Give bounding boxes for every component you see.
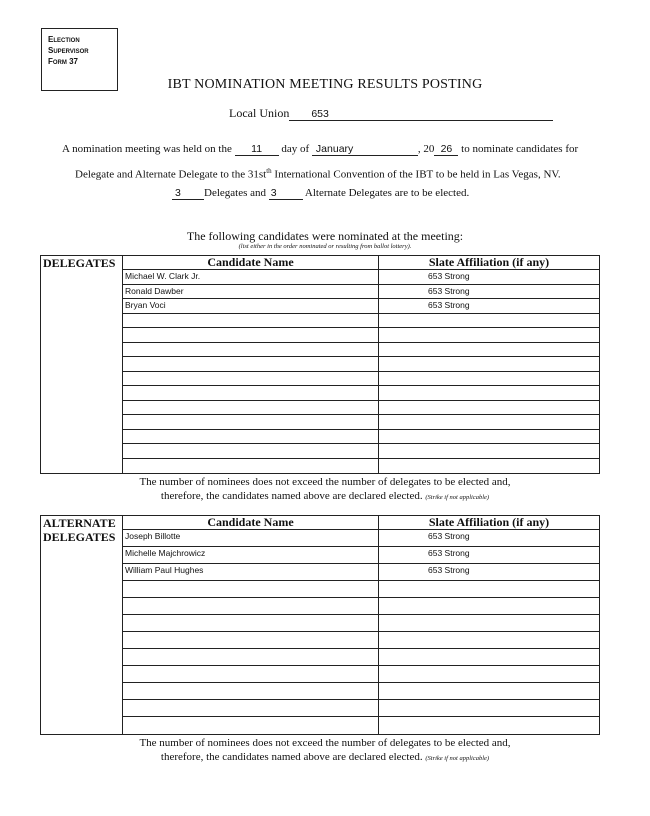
candidate-name-cell[interactable] — [123, 632, 379, 648]
alternates-count-field[interactable]: 3 — [269, 187, 303, 200]
meeting-day-field[interactable]: 11 — [235, 143, 279, 156]
meeting-line-1 — [62, 143, 578, 156]
slate-affiliation-cell[interactable] — [379, 717, 599, 734]
candidate-name-cell[interactable] — [123, 615, 379, 631]
delegates-strike-note: (Strike if not applicable) — [425, 494, 490, 501]
slate-affiliation-cell[interactable] — [379, 649, 599, 665]
slate-affiliation-text: 653 Strong — [428, 548, 470, 558]
local-union-field[interactable]: 653 — [289, 108, 553, 121]
slate-affiliation-cell[interactable] — [379, 299, 599, 313]
candidate-name-cell[interactable] — [123, 328, 379, 342]
candidate-name-cell[interactable] — [123, 372, 379, 386]
table-row — [123, 581, 599, 598]
candidate-name-cell[interactable] — [123, 683, 379, 699]
delegates-label: DELEGATES — [43, 256, 116, 270]
table-row — [123, 717, 599, 734]
alternates-footnote-line-2-wrap — [0, 750, 650, 766]
table-row — [123, 700, 599, 717]
alternates-grid — [123, 516, 599, 734]
candidate-name-cell[interactable] — [123, 343, 379, 357]
delegates-footnote-line-2-wrap — [0, 489, 650, 505]
slate-affiliation-cell[interactable] — [379, 459, 599, 474]
alternates-footnote-line-2: therefore, the candidates named above are declared elected. — [160, 751, 423, 763]
meeting-line-3 — [172, 187, 469, 200]
table-row — [123, 598, 599, 615]
alternates-label-column — [41, 516, 123, 734]
delegates-footnote — [0, 475, 650, 505]
delegates-col-slate-header: Slate Affiliation (if any) — [428, 256, 550, 269]
table-row — [123, 343, 599, 358]
table-row — [123, 530, 599, 547]
slate-affiliation-cell[interactable] — [379, 401, 599, 415]
candidate-name-cell[interactable] — [123, 459, 379, 474]
slate-affiliation-cell[interactable] — [379, 581, 599, 597]
delegates-footnote-line-1: The number of nominees does not exceed the number of delegates to be elected and, — [139, 476, 511, 488]
alternates-label-line-1: ALTERNATE — [43, 516, 116, 530]
candidate-name-cell[interactable] — [123, 700, 379, 716]
table-row — [123, 459, 599, 474]
table-row — [123, 415, 599, 430]
meeting-text-3: , 20 — [417, 143, 435, 155]
table-row — [123, 314, 599, 329]
meeting-month-field[interactable]: January — [312, 143, 418, 156]
candidate-name-cell[interactable] — [123, 717, 379, 734]
table-row — [123, 401, 599, 416]
alternates-text: Alternate Delegates are to be elected. — [304, 187, 470, 199]
candidate-name-cell[interactable] — [123, 386, 379, 400]
table-row — [123, 564, 599, 581]
slate-affiliation-cell[interactable] — [379, 598, 599, 614]
form-box-line-2: Supervisor — [48, 46, 89, 55]
convention-ordinal-sup: th — [266, 167, 272, 175]
slate-affiliation-text: 653 Strong — [428, 285, 470, 296]
delegates-col-name-header: Candidate Name — [123, 256, 379, 269]
alternates-col-name-header: Candidate Name — [123, 516, 379, 529]
candidate-name-cell[interactable] — [123, 666, 379, 682]
table-row — [123, 683, 599, 700]
candidate-name-cell[interactable] — [123, 430, 379, 444]
delegates-label-column — [41, 256, 123, 473]
slate-affiliation-cell[interactable] — [379, 328, 599, 342]
slate-affiliation-text: 653 Strong — [428, 300, 470, 310]
alternates-footnote — [0, 736, 650, 766]
alternates-col-slate-header: Slate Affiliation (if any) — [428, 516, 550, 529]
table-row — [123, 430, 599, 445]
slate-affiliation-cell[interactable] — [379, 700, 599, 716]
meeting-year-field[interactable]: 26 — [434, 143, 458, 156]
slate-affiliation-cell[interactable] — [379, 564, 599, 580]
candidate-name-cell[interactable] — [123, 581, 379, 597]
slate-affiliation-cell[interactable] — [379, 386, 599, 400]
slate-affiliation-cell[interactable] — [379, 666, 599, 682]
slate-affiliation-cell[interactable] — [379, 530, 599, 546]
slate-affiliation-cell[interactable] — [379, 314, 599, 328]
page-title: IBT NOMINATION MEETING RESULTS POSTING — [167, 77, 483, 92]
slate-affiliation-cell[interactable] — [379, 270, 599, 284]
candidate-name-cell[interactable] — [123, 314, 379, 328]
table-row — [123, 666, 599, 683]
candidate-name-cell[interactable] — [123, 357, 379, 371]
table-row — [123, 547, 599, 564]
delegates-grid — [123, 256, 599, 473]
table-row — [123, 386, 599, 401]
delegates-table — [40, 255, 600, 474]
alternates-label-line-2: DELEGATES — [43, 530, 116, 544]
table-row — [123, 615, 599, 632]
slate-affiliation-cell[interactable] — [379, 430, 599, 444]
candidate-name-cell[interactable]: Michael W. Clark Jr. — [123, 270, 379, 284]
delegates-footnote-line-2: therefore, the candidates named above are declared elected. — [160, 490, 423, 502]
candidate-name-cell[interactable]: Michelle Majchrowicz — [123, 547, 379, 563]
form-box-line-1: Election — [48, 35, 80, 44]
alternates-label — [43, 516, 116, 544]
alternates-strike-note: (Strike if not applicable) — [425, 755, 490, 762]
slate-affiliation-text: 653 Strong — [428, 531, 470, 541]
table-row — [123, 299, 599, 314]
table-row — [123, 372, 599, 387]
form-box-line-3: Form 37 — [48, 57, 79, 66]
alternates-header-row — [123, 516, 599, 530]
candidate-name-cell[interactable] — [123, 444, 379, 458]
slate-affiliation-cell[interactable] — [379, 357, 599, 371]
local-union-label: Local Union — [229, 106, 290, 120]
alternates-footnote-line-1: The number of nominees does not exceed the number of delegates to be elected and, — [139, 737, 511, 749]
convention-text-a: Delegate and Alternate Delegate to the 31st — [75, 168, 267, 181]
candidate-name-cell[interactable]: Bryan Voci — [123, 299, 379, 313]
table-row — [123, 270, 599, 285]
slate-affiliation-cell[interactable] — [379, 415, 599, 429]
slate-affiliation-cell[interactable] — [379, 683, 599, 699]
slate-affiliation-cell[interactable] — [379, 343, 599, 357]
alternates-table — [40, 515, 600, 735]
table-row — [123, 649, 599, 666]
candidate-name-cell[interactable]: Joseph Billotte — [123, 530, 379, 546]
table-row — [123, 632, 599, 649]
delegates-header-row — [123, 256, 599, 270]
slate-affiliation-text: 653 Strong — [428, 565, 470, 575]
candidate-name-cell[interactable] — [123, 598, 379, 614]
candidate-name-cell[interactable]: Ronald Dawber — [123, 285, 379, 299]
meeting-text-4: to nominate candidates for — [461, 143, 579, 155]
table-row — [123, 444, 599, 459]
convention-text-b: International Convention of the IBT to be held in Las Vegas, NV. — [271, 168, 561, 181]
table-row — [123, 285, 599, 300]
slate-affiliation-cell[interactable] — [379, 372, 599, 386]
candidate-name-cell[interactable]: William Paul Hughes — [123, 564, 379, 580]
candidate-name-cell[interactable] — [123, 401, 379, 415]
slate-affiliation-cell[interactable] — [379, 615, 599, 631]
slate-affiliation-cell[interactable] — [379, 444, 599, 458]
candidate-name-cell[interactable] — [123, 649, 379, 665]
delegates-and-text: Delegates and — [204, 187, 266, 199]
delegates-count-field[interactable]: 3 — [172, 187, 204, 200]
meeting-line-2 — [75, 167, 561, 181]
following-text: The following candidates were nominated at the meeting: — [186, 229, 464, 243]
meeting-text-1: A nomination meeting was held on the — [62, 143, 232, 155]
table-row — [123, 357, 599, 372]
slate-affiliation-cell[interactable] — [379, 547, 599, 563]
slate-affiliation-cell[interactable] — [379, 632, 599, 648]
slate-affiliation-cell[interactable] — [379, 285, 599, 299]
list-order-note: (list either in the order nominated or resulting from ballot lottery). — [238, 243, 412, 250]
candidate-name-cell[interactable] — [123, 415, 379, 429]
meeting-text-2: day of — [281, 143, 310, 155]
slate-affiliation-text: 653 Strong — [428, 271, 470, 281]
table-row — [123, 328, 599, 343]
local-union-row — [229, 106, 553, 121]
